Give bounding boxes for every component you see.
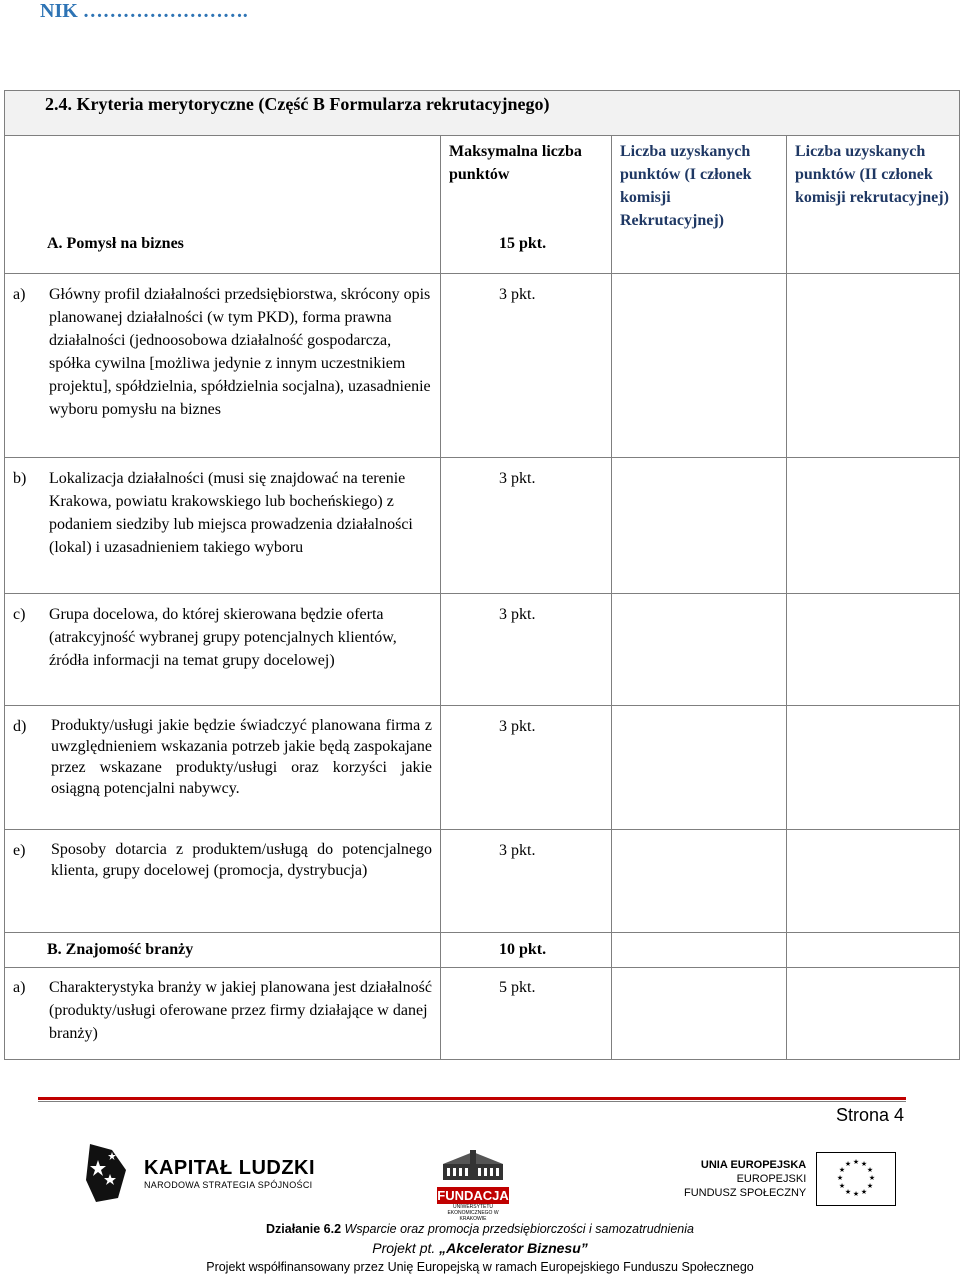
row-text: Grupa docelowa, do której skierowana będzie oferta (atrakcyjność wybranej grupy potencjalnych klientów, źródła informacji na temat grupy docelowej) [49,606,397,669]
table-row [5,968,960,1060]
kl-subtitle: NARODOWA STRATEGIA SPÓJNOŚCI [144,1179,313,1190]
score-cell-first[interactable] [612,274,787,458]
max-points-header [441,136,612,274]
row-points: 3 pkt. [441,830,612,933]
svg-text:★: ★ [861,1160,868,1168]
svg-text:★: ★ [867,1166,874,1174]
svg-text:★: ★ [867,1182,874,1190]
project-name: „Akcelerator Biznesu” [439,1240,588,1256]
score-cell-second[interactable] [787,274,960,458]
score-cell-first[interactable] [612,968,787,1060]
project-line [0,1240,960,1256]
score-cell-second[interactable] [787,706,960,830]
criteria-table [4,90,960,1060]
row-text: Główny profil działalności przedsiębiorstwa, skrócony opis planowanej działalności (w tym PKD), forma prawna działalności (jednoosobowa działalność gospodarcza, spółka cywilna [możliwa jedynie z innym uczestnikiem projektu], spółdzielnia, spółdzielnia socjalna), uzasadnienie wyboru pomysłu na biznes [49,286,431,418]
row-letter: e) [13,842,26,859]
fundacja-logo [437,1150,509,1222]
row-points: 3 pkt. [441,594,612,706]
eu-flag-icon [816,1152,896,1206]
group-a-header-cell [5,136,441,274]
svg-text:★: ★ [845,1188,852,1196]
row-points: 3 pkt. [441,706,612,830]
kl-title: KAPITAŁ LUDZKI [144,1156,316,1179]
score-cell-first[interactable] [612,458,787,594]
score-cell-first[interactable] [612,594,787,706]
kapital-ludzki-icon [82,1140,134,1206]
kapital-ludzki-logo [82,1140,315,1206]
row-letter: c) [13,606,26,623]
score-cell-second[interactable] [787,458,960,594]
max-points-label: Maksymalna liczba punktów [449,143,582,183]
row-text: Produkty/usługi jakie będzie świadczyć planowana firma z uwzględnieniem wskazania potrzeb jakie będą zaspokajane przez wskazane produkty/usługi oraz korzyści jakie osiągną potencjalni nabywcy. [51,717,432,797]
score-cell-second[interactable] [787,968,960,1060]
action-text: Wsparcie oraz promocja przedsiębiorczości i samozatrudnienia [341,1222,694,1236]
row-letter: d) [13,718,27,735]
group-b-points: 10 pkt. [441,933,612,968]
svg-text:★: ★ [853,1158,860,1166]
eu-line3: FUNDUSZ SPOŁECZNY [684,1187,807,1199]
action-line [0,1222,960,1236]
group-b-title: B. Znajomość branży [47,941,194,958]
group-a-title: A. Pomysł na biznes [47,235,184,252]
first-member-header [612,136,787,274]
table-row [5,594,960,706]
score-cell-second[interactable] [787,594,960,706]
svg-text:★: ★ [861,1188,868,1196]
second-member-label: Liczba uzyskanych punktów (II członek komisji rekrutacyjnej) [795,143,949,206]
footer-divider-thin [38,1101,906,1102]
action-number: Działanie 6.2 [266,1222,342,1236]
score-cell-first[interactable] [612,706,787,830]
group-b-row [5,933,960,968]
footer-divider [38,1097,906,1100]
table-row [5,706,960,830]
svg-text:★: ★ [839,1166,846,1174]
first-member-label: Liczba uzyskanych punktów (I członek komisji Rekrutacyjnej) [620,143,752,229]
score-cell-second[interactable] [787,933,960,968]
section-title: 2.4. Kryteria merytoryczne (Część B Formularza rekrutacyjnego) [5,91,960,136]
svg-text:★: ★ [837,1174,844,1182]
eu-logo [684,1152,896,1206]
score-cell-first[interactable] [612,830,787,933]
score-cell-second[interactable] [787,830,960,933]
nik-field: NIK ……………………. [40,0,248,22]
fundacja-label: FUNDACJA [437,1188,509,1203]
project-prefix: Projekt pt. [372,1240,440,1256]
row-points: 3 pkt. [441,274,612,458]
group-a-points: 15 pkt. [499,235,547,252]
second-member-header [787,136,960,274]
cofinance-line: Projekt współfinansowany przez Unię Europejską w ramach Europejskiego Funduszu Społecznego [206,1260,754,1274]
row-text: Lokalizacja działalności (musi się znajdować na terenie Krakowa, powiatu krakowskiego lub bocheńskiego) z podaniem siedziby lub miejsca prowadzenia działalności (lokal) i uzasadnieniem takiego wyboru [49,470,413,556]
row-text: Sposoby dotarcia z produktem/usługą do potencjalnego klienta, grupy docelowej (promocja, dystrybucja) [51,841,432,879]
row-letter: a) [13,286,26,303]
table-row [5,458,960,594]
svg-text:★: ★ [853,1190,860,1198]
score-cell-first[interactable] [612,933,787,968]
table-row [5,274,960,458]
row-points: 5 pkt. [441,968,612,1060]
svg-text:★: ★ [869,1174,876,1182]
eu-line2: EUROPEJSKI [736,1173,807,1185]
university-building-icon [441,1150,505,1180]
row-letter: b) [13,470,27,487]
eu-line1: UNIA EUROPEJSKA [700,1159,807,1171]
svg-text:★: ★ [839,1182,846,1190]
page-number: Strona 4 [836,1105,905,1125]
svg-text:★: ★ [845,1160,852,1168]
row-points: 3 pkt. [441,458,612,594]
fundacja-subtitle: UNIWERSYTETU EKONOMICZNEGO W KRAKOWIE [447,1204,499,1222]
row-letter: a) [13,979,26,996]
table-row [5,830,960,933]
row-text: Charakterystyka branży w jakiej planowana jest działalność (produkty/usługi oferowane przez firmy działające w danej branży) [49,979,432,1042]
